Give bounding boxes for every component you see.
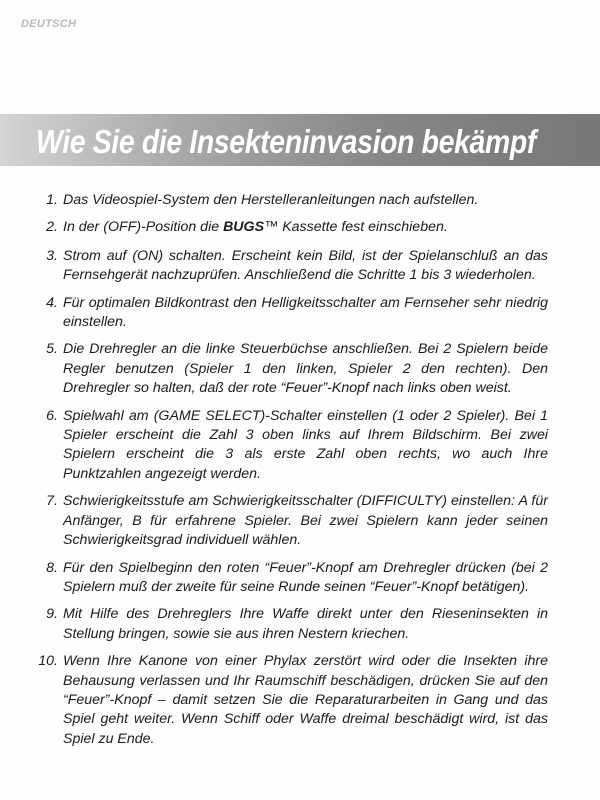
step-text-before: In der (OFF)-Position die bbox=[63, 219, 224, 236]
brand-name: BUGS bbox=[223, 219, 265, 236]
step-number: 4. bbox=[46, 294, 58, 311]
step-number: 1. bbox=[46, 192, 58, 208]
step-text: Für den Spielbeginn den roten “Feuer”-Knopf am Drehregler drücken (bei 2 Spielern muß der zweite für seine Runde seinen “Feuer”-Knopf betätigen). bbox=[63, 559, 548, 595]
step-text: Das Videospiel-System den Herstelleranleitungen nach aufstellen. bbox=[63, 192, 479, 208]
list-item bbox=[0, 492, 548, 550]
step-text-after: Kassette fest einschieben. bbox=[278, 219, 448, 236]
step-text: Spielwahl am (GAME SELECT)-Schalter einstellen (1 oder 2 Spieler). Bei 1 Spieler erscheint die Zahl 3 oben links auf Ihrem Bildschirm. Bei zwei Spielern erscheint die 3 als erste Zahl oben rechts, wo auch Ihre Punktzahlen angezeigt werden. bbox=[63, 407, 548, 482]
list-item bbox=[0, 294, 548, 333]
language-label: DEUTSCH bbox=[21, 18, 77, 30]
step-number: 3. bbox=[46, 247, 58, 264]
list-item bbox=[0, 340, 548, 398]
list-item bbox=[0, 407, 548, 485]
list-item bbox=[0, 605, 548, 644]
page-title: Wie Sie die Insekteninvasion bekämpf bbox=[36, 123, 536, 160]
step-number: 5. bbox=[46, 341, 58, 358]
list-item bbox=[0, 218, 548, 237]
list-item bbox=[0, 247, 548, 286]
step-number: 2. bbox=[46, 219, 58, 236]
list-item bbox=[0, 652, 548, 749]
step-text: Strom auf (ON) schalten. Erscheint kein Bild, ist der Spielanschluß an das Fernsehgerät nachzuprüfen. Anschließend die Schritte 1 bis 3 wiederholen. bbox=[63, 247, 548, 284]
trademark-symbol: ™ bbox=[264, 219, 279, 236]
list-item bbox=[0, 559, 548, 598]
step-text: Für optimalen Bildkontrast den Helligkeitsschalter am Fernseher sehr niedrig einstellen. bbox=[63, 294, 548, 331]
step-number: 6. bbox=[46, 407, 58, 424]
step-number: 8. bbox=[46, 559, 58, 576]
list-item bbox=[0, 191, 548, 210]
step-text: Die Drehregler an die linke Steuerbüchse anschließen. Bei 2 Spielern beide Regler benutzen (Spieler 1 den linken, Spieler 2 den rechten). Den Drehregler so halten, daß der rote “Feuer”-Knopf nach links oben weist. bbox=[63, 341, 548, 397]
step-number: 9. bbox=[46, 606, 58, 623]
step-number: 7. bbox=[46, 493, 58, 510]
step-text: Mit Hilfe des Drehreglers Ihre Waffe direkt unter den Rieseninsekten in Stellung bringen, sowie sie aus ihren Nestern kriechen. bbox=[63, 606, 548, 642]
step-number: 10. bbox=[38, 653, 58, 670]
title-banner bbox=[0, 114, 600, 166]
instruction-list bbox=[0, 191, 600, 749]
step-text: Wenn Ihre Kanone von einer Phylax zerstört wird oder die Insekten ihre Behausung verlassen und Ihr Raumschiff beschädigen, drücken Sie auf den “Feuer”-Knopf – damit setzen Sie die Reparaturarbeiten in Gang und das Spiel geht weiter. Wenn Schiff oder Waffe dreimal beschädigt wird, ist das Spiel zu Ende. bbox=[63, 653, 548, 747]
step-text: Schwierigkeitsstufe am Schwierigkeitsschalter (DIFFICULTY) einstellen: A für Anfänger, B für erfahrene Spieler. Bei zwei Spielern kann jeder seinen Schwierigkeitsgrad individuell wählen. bbox=[63, 493, 548, 549]
